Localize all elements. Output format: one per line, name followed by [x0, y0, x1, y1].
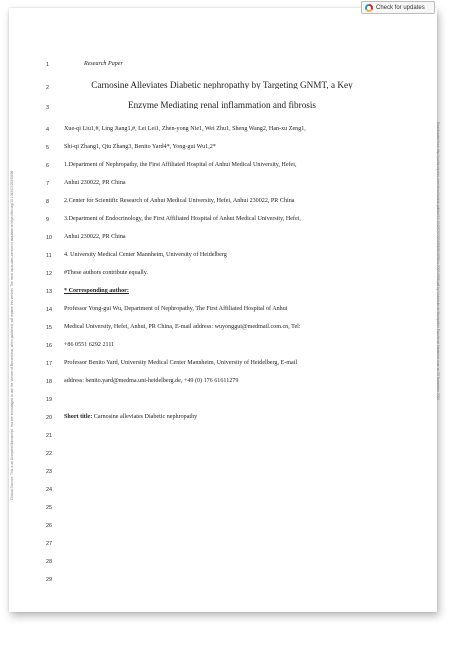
short-title: [64, 413, 374, 421]
line-number: 14: [46, 307, 53, 313]
line-number: 11: [46, 253, 52, 259]
article-type: Research Paper: [84, 61, 123, 67]
manuscript-line: [0, 341, 450, 353]
manuscript-line: [0, 485, 450, 497]
corresponding-author-heading: * Corresponding author:: [64, 288, 129, 294]
manuscript-line: [0, 83, 450, 95]
manuscript-line: [0, 287, 450, 299]
line-number: 24: [46, 487, 53, 493]
manuscript-line: [0, 413, 450, 425]
line-number: 12: [46, 271, 53, 277]
manuscript-line: [0, 161, 450, 173]
corresponding-author-1-phone: +86 0551 6292 2111: [64, 342, 115, 348]
manuscript-line: [0, 215, 450, 227]
short-title-text: Carnosine alleviates Diabetic nephropathy: [93, 414, 198, 420]
corresponding-author-2-cont: address: benito.yard@medma.uni-heidelberg.de, +49 (0) 176 61611279: [64, 378, 239, 384]
line-number: 27: [46, 541, 53, 547]
right-margin-note: Downloaded from http://portlandpress.com/clinsci/article-pdf/doi/10.1042/CS20200956/901658/cs-2020-0956.pdf by Universite de Montpellier Faculte de Medecine user on 29 November 2020: [436, 122, 440, 401]
manuscript-line: [0, 557, 450, 569]
line-number: 4: [46, 127, 50, 133]
manuscript-line: [0, 449, 450, 461]
line-number: 22: [46, 451, 53, 457]
manuscript-line: [0, 305, 450, 317]
line-number: 15: [46, 325, 53, 331]
author-list-line-2: Shi-qi Zhang1, Qiu Zhang3, Benito Yard4*, Yong-gui Wu1,2*: [64, 144, 216, 150]
manuscript-line: [0, 103, 450, 115]
manuscript-line: [0, 503, 450, 515]
affiliation-1-cont: Anhui 230022, PR China: [64, 180, 126, 186]
line-number: 25: [46, 505, 53, 511]
corresponding-author-1: Professor Yong-gui Wu, Department of Nephropathy, The First Affiliated Hospital of Anhui: [64, 306, 288, 312]
manuscript-line: [0, 197, 450, 209]
manuscript-line: [0, 125, 450, 137]
check-for-updates-button[interactable]: [361, 1, 435, 14]
short-title-label: Short title: [64, 414, 91, 420]
line-number: 3: [46, 105, 50, 111]
manuscript-line: [0, 233, 450, 245]
line-number: 13: [46, 289, 53, 295]
line-number: 6: [46, 163, 50, 169]
line-number: 28: [46, 559, 53, 565]
check-for-updates-label: Check for updates: [376, 4, 425, 11]
crossmark-icon: [365, 4, 373, 12]
line-number: 9: [46, 217, 50, 223]
line-number: 19: [46, 397, 53, 403]
manuscript-line: [0, 359, 450, 371]
line-number: 29: [46, 577, 53, 583]
article-title-line-2: Enzyme Mediating renal inflammation and fibrosis: [127, 101, 317, 109]
line-number: 5: [46, 145, 50, 151]
manuscript-line: [0, 269, 450, 281]
author-list-line-1: Xue-qi Liu1,#, Ling Jiang1,#, Lei Lei1, Zhen-yong Nie1, Wei Zhu1, Sheng Wang2, Han-xu Zeng1,: [64, 126, 306, 132]
line-number: 1: [46, 62, 50, 68]
line-number: 8: [46, 199, 50, 205]
corresponding-author-2: Professor Benito Yard, University Medical Center Mannheim, University of Heidelberg, E-mail: [64, 360, 298, 366]
affiliation-4: 4. University Medical Center Mannheim, University of Heidelberg: [64, 252, 227, 258]
line-number: 17: [46, 361, 53, 367]
affiliation-3-cont: Anhui 230022, PR China: [64, 234, 126, 240]
manuscript-line: [0, 323, 450, 335]
line-number: 16: [46, 343, 53, 349]
manuscript-line: [0, 431, 450, 443]
article-title-line-1: Carnosine Alleviates Diabetic nephropathy by Targeting GNMT, a Key: [91, 81, 353, 89]
manuscript-line: [0, 539, 450, 551]
manuscript-line: [0, 143, 450, 155]
line-number: 23: [46, 469, 53, 475]
line-number: 20: [46, 415, 53, 421]
line-number: 10: [46, 235, 53, 241]
manuscript-line: [0, 251, 450, 263]
line-number: 7: [46, 181, 50, 187]
short-title-colon: :: [90, 414, 94, 420]
manuscript-line: [0, 179, 450, 191]
corresponding-author-1-cont: Medical University, Hefei, Anhui, PR China, E-mail address: wuyonggui@medmail.com.cn, Tel:: [64, 324, 301, 330]
affiliation-1: 1.Department of Nephropathy, the First Affiliated Hospital of Anhui Medical University, Hefei,: [64, 162, 297, 168]
line-number: 21: [46, 433, 53, 439]
left-margin-note: Clinical Science. This is an Accepted Manuscript. You are encouraged to use the Version of Record that, when published, will replace this version. The most up-to-date-version is available at https://doi.org/10.1042/CS20200956: [10, 170, 14, 500]
manuscript-line: [0, 60, 450, 72]
manuscript-line: [0, 521, 450, 533]
line-number: 26: [46, 523, 53, 529]
affiliation-3: 3.Department of Endocrinology, the First Affiliated Hospital of Anhui Medical University, Hefei,: [64, 216, 301, 222]
manuscript-line: [0, 467, 450, 479]
manuscript-line: [0, 395, 450, 407]
line-number: 18: [46, 379, 53, 385]
manuscript-line: [0, 575, 450, 587]
equal-contribution-note: #These authors contribute equally.: [64, 270, 148, 276]
affiliation-2: 2.Center for Scientific Research of Anhui Medical University, Hefei, Anhui 230022, PR China: [64, 198, 295, 204]
manuscript-line: [0, 377, 450, 389]
line-number: 2: [46, 85, 50, 91]
